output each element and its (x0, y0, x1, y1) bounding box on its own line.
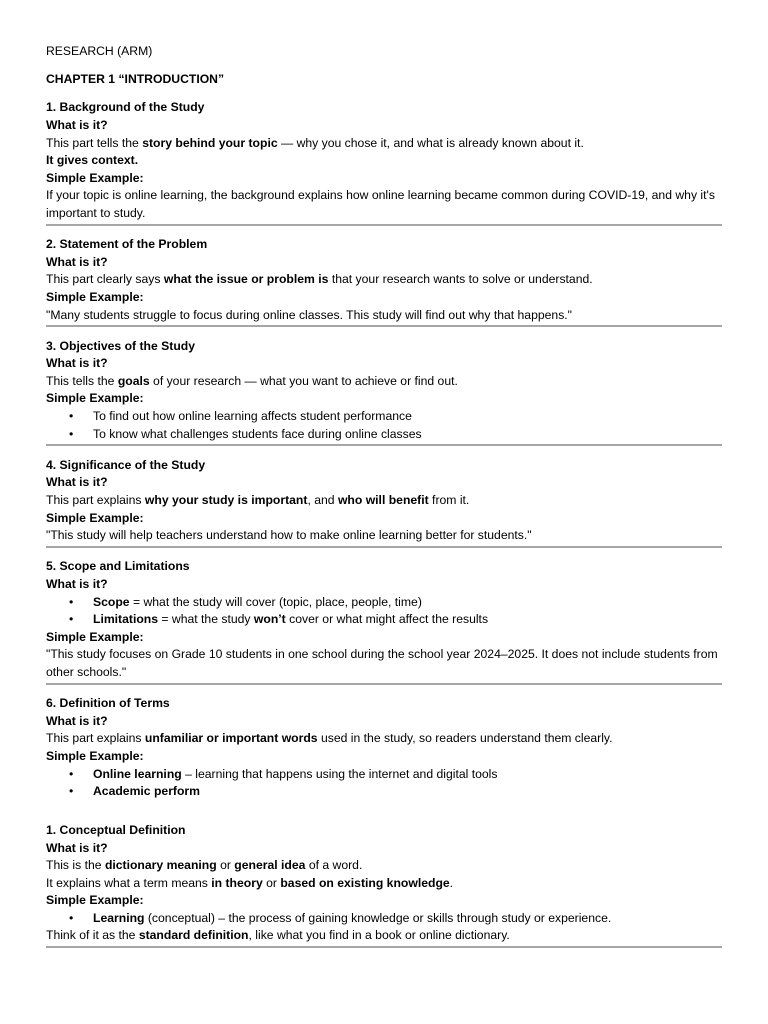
section-2-what-label: What is it? (46, 254, 108, 269)
list-item: • Scope = what the study will cover (topic, place, people, time) (46, 594, 722, 612)
document-body (46, 43, 722, 948)
list-item: • Limitations = what the study won’t cover or what might affect the results (46, 611, 722, 629)
section-5-what-label: What is it? (46, 577, 108, 591)
conceptual-example-label: Simple Example: (46, 893, 144, 908)
conceptual-what-label: What is it? (46, 840, 108, 855)
conceptual-note: Think of it as the standard definition, like what you find in a book or online dictionary. (46, 928, 510, 943)
list-item: • Online learning – learning that happens using the internet and digital tools (46, 766, 722, 784)
section-3-example-label: Simple Example: (46, 391, 144, 406)
section-2-title: 2. Statement of the Problem (46, 237, 208, 252)
section-2-description: This part clearly says what the issue or problem is that your research wants to solve or understand. (46, 272, 593, 287)
section-6-title: 6. Definition of Terms (46, 696, 170, 711)
conceptual-definition-title: 1. Conceptual Definition (46, 822, 186, 837)
section-1-example-label: Simple Example: (46, 170, 144, 185)
document-header: RESEARCH (ARM) (46, 44, 153, 58)
section-3-what-label: What is it? (46, 356, 108, 371)
section-6-example-label: Simple Example: (46, 748, 144, 763)
conceptual-explanation: It explains what a term means in theory or based on existing knowledge. (46, 875, 454, 890)
section-4-example-label: Simple Example: (46, 510, 144, 525)
section-5-title: 5. Scope and Limitations (46, 559, 190, 574)
section-5-example: "This study focuses on Grade 10 students in one school during the school year 2024–2025. It does not include students from other schools." (46, 647, 718, 679)
section-6-what-label: What is it? (46, 713, 108, 728)
conceptual-bullet-list (46, 910, 722, 928)
section-4-description: This part explains why your study is important, and who will benefit from it. (46, 493, 470, 508)
section-3-description: This tells the goals of your research — what you want to achieve or find out. (46, 373, 458, 388)
section-divider (46, 946, 722, 948)
list-item: • Academic perform (46, 783, 722, 801)
list-item: • To know what challenges students face during online classes (46, 426, 722, 444)
section-3-title: 3. Objectives of the Study (46, 338, 195, 353)
section-4-what-label: What is it? (46, 475, 108, 490)
section-3-bullet-list (46, 408, 722, 443)
section-1-description: This part tells the story behind your topic — why you chose it, and what is already known about it. (46, 135, 584, 150)
conceptual-description: This is the dictionary meaning or general idea of a word. (46, 858, 363, 873)
section-5-example-label: Simple Example: (46, 629, 144, 644)
list-item: • Learning (conceptual) – the process of gaining knowledge or skills through study or experience. (46, 910, 722, 928)
chapter-title: CHAPTER 1 “INTRODUCTION” (46, 72, 225, 87)
section-6-description: This part explains unfamiliar or important words used in the study, so readers understand them clearly. (46, 731, 613, 746)
section-1-example: If your topic is online learning, the background explains how online learning became common during COVID-19, and why it's important to study. (46, 188, 715, 220)
section-5-bullet-list (46, 594, 722, 629)
section-4-title: 4. Significance of the Study (46, 457, 206, 472)
section-2-example-label: Simple Example: (46, 289, 144, 304)
section-1-what-label: What is it? (46, 117, 108, 132)
section-1-context: It gives context. (46, 153, 139, 168)
section-4-example: "This study will help teachers understand how to make online learning better for students." (46, 528, 532, 543)
section-1-title: 1. Background of the Study (46, 100, 205, 115)
section-6-bullet-list (46, 766, 722, 801)
section-2-example: "Many students struggle to focus during online classes. This study will find out why that happens." (46, 307, 573, 322)
list-item: • To find out how online learning affects student performance (46, 408, 722, 426)
